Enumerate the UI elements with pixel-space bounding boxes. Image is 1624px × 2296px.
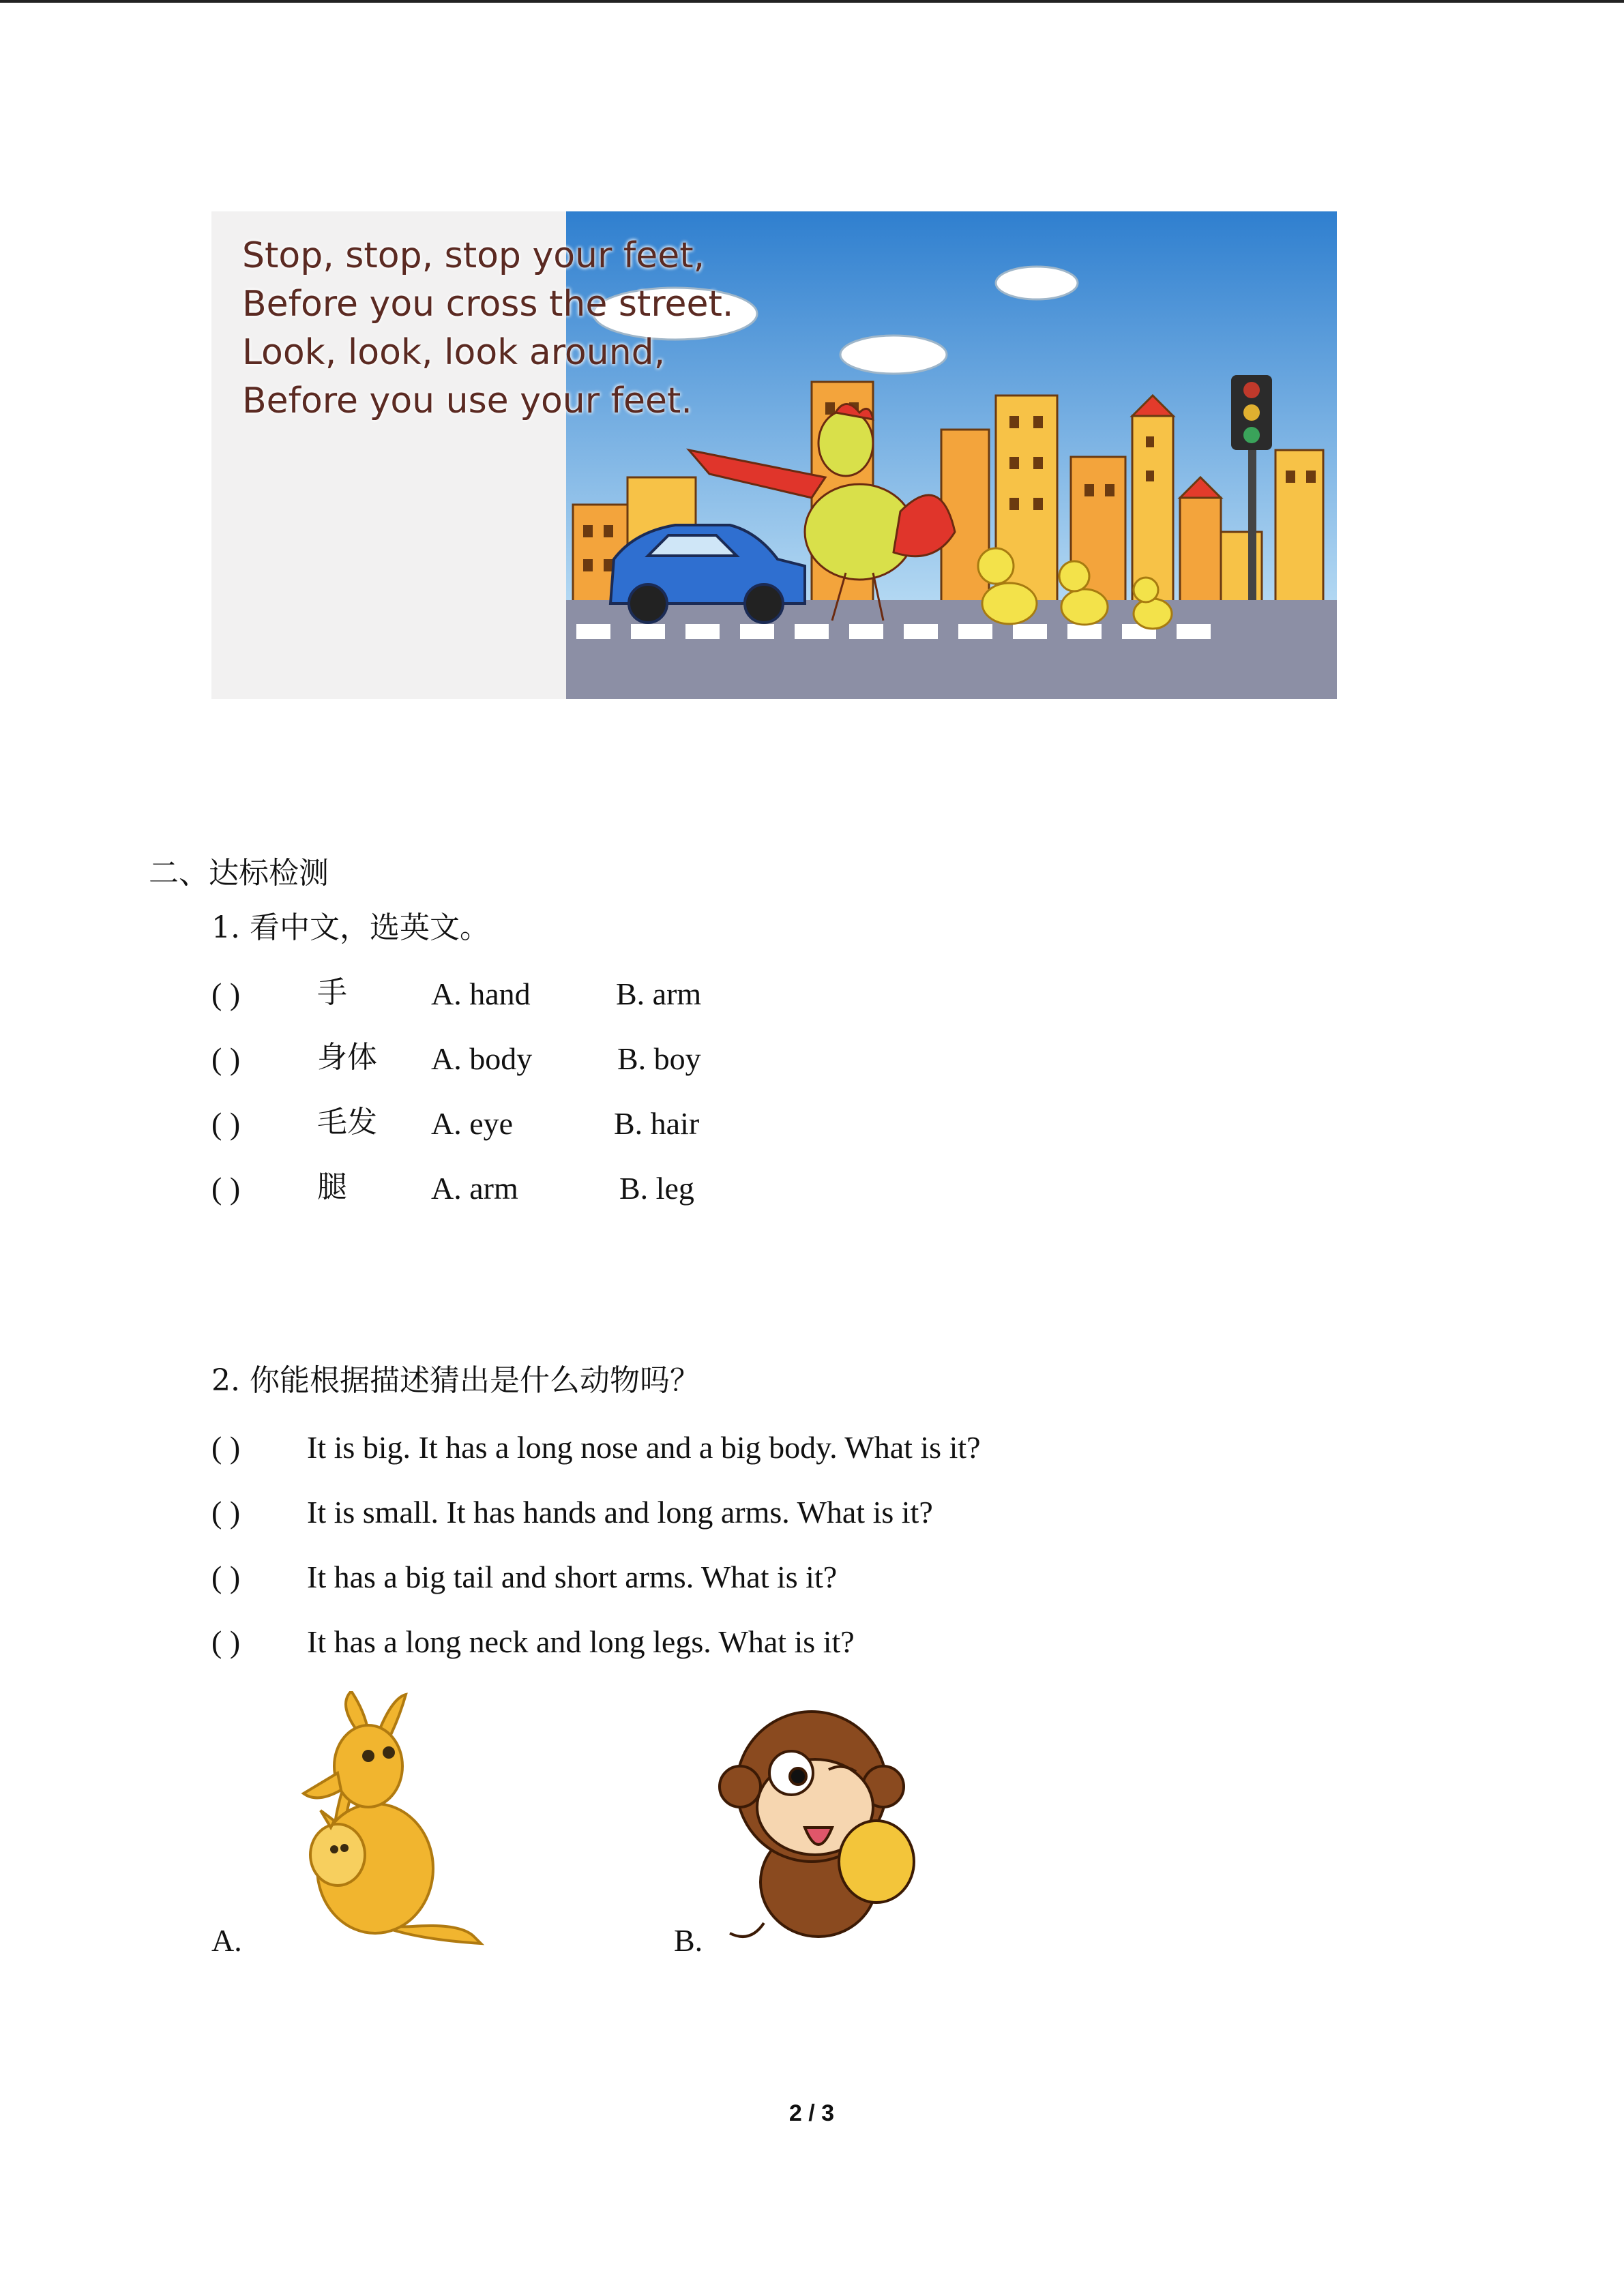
- option-a: A. hand: [431, 976, 531, 1011]
- chinese-word: 身体: [317, 1040, 377, 1075]
- answer-blank[interactable]: ( ): [211, 1495, 241, 1530]
- option-b: B. boy: [617, 1041, 701, 1076]
- chinese-word: 毛发: [317, 1105, 377, 1139]
- answer-blank[interactable]: ( ): [211, 1624, 241, 1659]
- option-b: B. hair: [614, 1106, 700, 1141]
- poem-line: Stop, stop, stop your feet,: [242, 235, 705, 276]
- question-1-heading: 1. 看中文，选英文。: [211, 910, 490, 945]
- monkey-icon: [709, 1698, 941, 1950]
- answer-blank[interactable]: ( ): [211, 976, 241, 1011]
- option-b-label: B.: [674, 1923, 703, 1958]
- option-a: A. arm: [431, 1171, 518, 1206]
- poem-line: Before you use your feet.: [242, 381, 692, 421]
- poem-line: Before you cross the street.: [242, 284, 734, 325]
- answer-blank[interactable]: ( ): [211, 1106, 241, 1141]
- riddle-text: It is small. It has hands and long arms. What is it?: [307, 1495, 933, 1530]
- crossing-illustration: [211, 211, 1337, 699]
- riddle-text: It is big. It has a long nose and a big body. What is it?: [307, 1430, 981, 1465]
- poem-line: Look, look, look around,: [242, 332, 666, 373]
- page-number: 2 / 3: [788, 2100, 835, 2126]
- chinese-word: 腿: [317, 1169, 347, 1204]
- answer-blank[interactable]: ( ): [211, 1560, 241, 1594]
- answer-blank[interactable]: ( ): [211, 1041, 241, 1076]
- section-title: 二、达标检测: [149, 856, 329, 891]
- option-b: B. leg: [619, 1171, 694, 1206]
- option-b: B. arm: [616, 976, 702, 1011]
- kangaroo-icon: [256, 1691, 488, 1950]
- top-border: [0, 0, 1624, 3]
- riddle-text: It has a long neck and long legs. What is it?: [307, 1624, 855, 1659]
- poem-text: [242, 232, 733, 426]
- answer-blank[interactable]: ( ): [211, 1171, 241, 1206]
- chinese-word: 手: [317, 975, 347, 1010]
- riddle-text: It has a big tail and short arms. What is it?: [307, 1560, 838, 1594]
- option-a: A. body: [431, 1041, 533, 1076]
- question-2-heading: 2. 你能根据描述猜出是什么动物吗？: [211, 1363, 700, 1398]
- option-a: A. eye: [431, 1106, 514, 1141]
- answer-blank[interactable]: ( ): [211, 1430, 241, 1465]
- option-a-label: A.: [211, 1923, 242, 1958]
